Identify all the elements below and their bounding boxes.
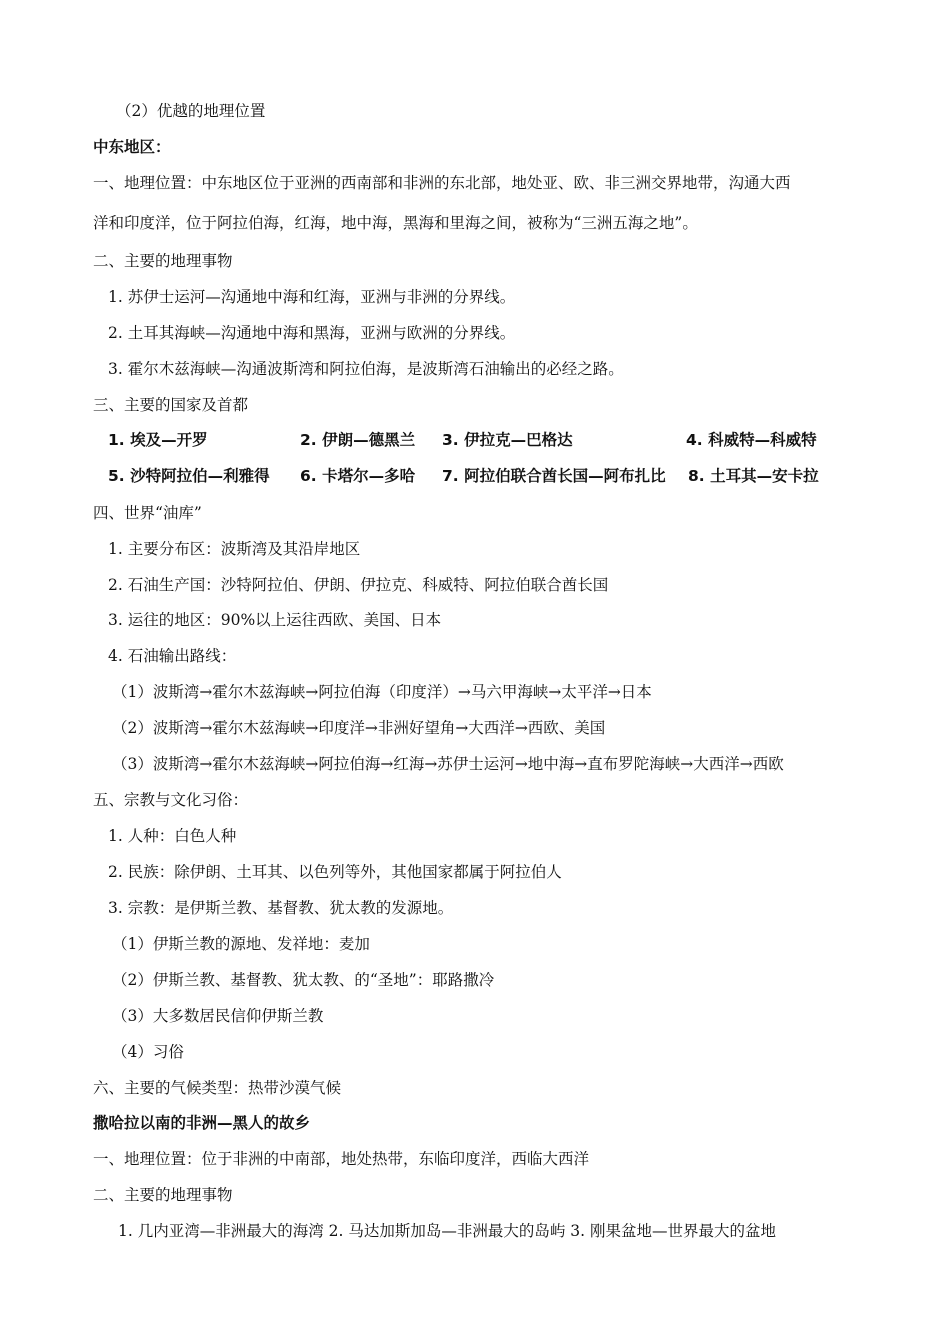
capital-item: 7. 阿拉伯联合酋长国—阿布扎比 xyxy=(442,467,666,485)
sub-item: （4）习俗 xyxy=(112,1043,184,1061)
route-item: （1）波斯湾→霍尔木兹海峡→阿拉伯海（印度洋）→马六甲海峡→太平洋→日本 xyxy=(112,683,652,701)
list-item: 2. 石油生产国：沙特阿拉伯、伊朗、伊拉克、科威特、阿拉伯联合酋长国 xyxy=(108,576,609,594)
list-heading: 三、主要的国家及首都 xyxy=(93,396,249,414)
list-heading: 二、主要的地理事物 xyxy=(93,1186,233,1204)
list-heading: 六、主要的气候类型：热带沙漠气候 xyxy=(93,1079,342,1097)
capital-item: 6. 卡塔尔—多哈 xyxy=(300,467,416,485)
list-heading: 四、世界“油库” xyxy=(93,504,202,522)
capital-item: 2. 伊朗—德黑兰 xyxy=(300,431,416,449)
list-item: 1. 几内亚湾—非洲最大的海湾 2. 马达加斯加岛—非洲最大的岛屿 3. 刚果盆地—世界最大的盆地 xyxy=(118,1222,777,1240)
list-item: 4. 石油输出路线： xyxy=(108,647,237,665)
list-item: 3. 运往的地区：90%以上运往西欧、美国、日本 xyxy=(108,611,442,629)
capital-item: 3. 伊拉克—巴格达 xyxy=(442,431,573,449)
route-item: （2）波斯湾→霍尔木兹海峡→印度洋→非洲好望角→大西洋→西欧、美国 xyxy=(112,719,606,737)
capital-item: 5. 沙特阿拉伯—利雅得 xyxy=(108,467,270,485)
sub-item: （2）伊斯兰教、基督教、犹太教、的“圣地”：耶路撒冷 xyxy=(112,971,495,989)
list-item: 2. 土耳其海峡—沟通地中海和黑海，亚洲与欧洲的分界线。 xyxy=(108,324,516,342)
paragraph-line: 一、地理位置：位于非洲的中南部，地处热带，东临印度洋，西临大西洋 xyxy=(93,1150,590,1168)
capital-item: 4. 科威特—科威特 xyxy=(686,431,817,449)
list-item: 1. 苏伊士运河—沟通地中海和红海，亚洲与非洲的分界线。 xyxy=(108,288,516,306)
route-item: （3）波斯湾→霍尔木兹海峡→阿拉伯海→红海→苏伊士运河→地中海→直布罗陀海峡→大西洋→西欧 xyxy=(112,755,784,773)
list-item: 1. 人种：白色人种 xyxy=(108,827,237,845)
capital-item: 1. 埃及—开罗 xyxy=(108,431,208,449)
list-item: 1. 主要分布区：波斯湾及其沿岸地区 xyxy=(108,540,361,558)
paragraph-line: 一、地理位置：中东地区位于亚洲的西南部和非洲的东北部，地处亚、欧、非三洲交界地带，沟通大西 xyxy=(93,174,791,192)
list-heading: 二、主要的地理事物 xyxy=(93,252,233,270)
sub-item: （1）伊斯兰教的源地、发祥地：麦加 xyxy=(112,935,370,953)
sub-item: （3）大多数居民信仰伊斯兰教 xyxy=(112,1007,324,1025)
list-item: 3. 霍尔木兹海峡—沟通波斯湾和阿拉伯海，是波斯湾石油输出的必经之路。 xyxy=(108,360,624,378)
paragraph-line: 洋和印度洋，位于阿拉伯海，红海，地中海，黑海和里海之间，被称为“三洲五海之地”。 xyxy=(93,214,698,232)
list-heading: 五、宗教与文化习俗： xyxy=(93,791,249,809)
subsection-heading: （2）优越的地理位置 xyxy=(116,102,266,120)
section-title-sub-saharan-africa: 撒哈拉以南的非洲—黑人的故乡 xyxy=(93,1114,311,1132)
capital-item: 8. 土耳其—安卡拉 xyxy=(688,467,819,485)
section-title-middle-east: 中东地区： xyxy=(93,138,171,156)
list-item: 2. 民族：除伊朗、土耳其、以色列等外，其他国家都属于阿拉伯人 xyxy=(108,863,562,881)
list-item: 3. 宗教：是伊斯兰教、基督教、犹太教的发源地。 xyxy=(108,899,454,917)
